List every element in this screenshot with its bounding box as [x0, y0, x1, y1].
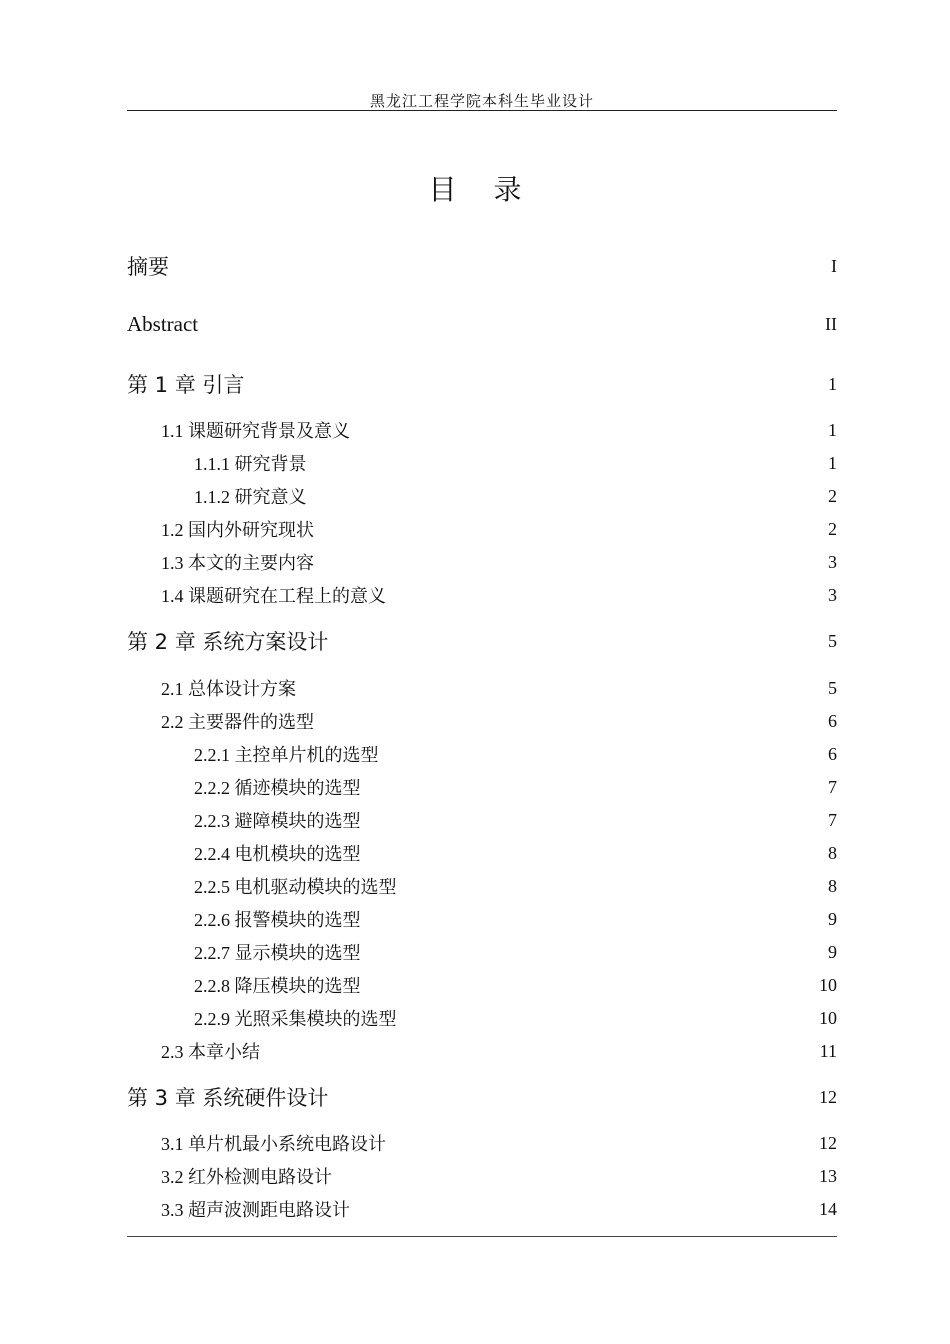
toc-entry-page: 6	[828, 710, 837, 731]
toc-entry-page: I	[831, 255, 837, 276]
toc-entry-2-3[interactable]	[127, 1037, 837, 1065]
toc-entry-label: Abstract	[127, 311, 199, 336]
toc-entry-page: 1	[828, 373, 837, 394]
toc-entry-2-1[interactable]	[127, 674, 837, 702]
toc-entry-label: 3.1 单片机最小系统电路设计	[161, 1134, 386, 1154]
toc-entry-1-1[interactable]	[127, 416, 837, 444]
toc-entry-1-1-1[interactable]	[127, 449, 837, 477]
toc-entry-2-2-8[interactable]	[127, 971, 837, 999]
toc-entry-2-2-9[interactable]	[127, 1004, 837, 1032]
toc-entry-2-2-6[interactable]	[127, 905, 837, 933]
toc-entry-2-2-4[interactable]	[127, 839, 837, 867]
toc-entry-page: 7	[828, 776, 837, 797]
toc-entry-1-3[interactable]	[127, 548, 837, 576]
toc-title: 目 录	[428, 173, 536, 206]
toc-entry-page: 14	[819, 1198, 837, 1219]
toc-entry-2-2-3[interactable]	[127, 806, 837, 834]
toc-entry-2-2[interactable]	[127, 707, 837, 735]
toc-entry-3-1[interactable]	[127, 1129, 837, 1157]
toc-entry-label: 2.2.2 循迹模块的选型	[194, 778, 361, 798]
toc-entry-label: 2.2 主要器件的选型	[161, 712, 314, 732]
toc-entry-page: 3	[828, 551, 837, 572]
toc-entry-page: 12	[819, 1132, 837, 1153]
toc-entry-page: 9	[828, 941, 837, 962]
toc-entry-label: 第 3 章 系统硬件设计	[127, 1086, 329, 1110]
toc-entry-page: 11	[819, 1040, 837, 1061]
toc-entry-3-3[interactable]	[127, 1195, 837, 1223]
toc-entry-page: 8	[828, 842, 837, 863]
toc-entry-1-1-2[interactable]	[127, 482, 837, 510]
toc-entry-page: 2	[828, 485, 837, 506]
toc-entry-label: 第 1 章 引言	[127, 373, 245, 397]
toc-entry-chapter-3[interactable]	[127, 1083, 837, 1111]
toc-entry-label: 2.2.9 光照采集模块的选型	[194, 1009, 397, 1029]
toc-entry-page: 8	[828, 875, 837, 896]
toc-entry-page: II	[825, 313, 837, 334]
toc-entry-page: 10	[819, 1007, 837, 1028]
toc-entry-label: 1.3 本文的主要内容	[161, 553, 314, 573]
toc-entry-label: 3.3 超声波测距电路设计	[161, 1200, 350, 1220]
toc-entry-2-2-5[interactable]	[127, 872, 837, 900]
toc-entry-2-2-7[interactable]	[127, 938, 837, 966]
toc-entry-2-2-2[interactable]	[127, 773, 837, 801]
toc-entry-label: 2.3 本章小结	[161, 1042, 260, 1062]
toc-entry-label: 2.2.7 显示模块的选型	[194, 943, 361, 963]
toc-entry-3-2[interactable]	[127, 1162, 837, 1190]
toc-entry-label: 3.2 红外检测电路设计	[161, 1167, 332, 1187]
toc-entry-page: 3	[828, 584, 837, 605]
toc-entry-page: 10	[819, 974, 837, 995]
toc-entry-label: 2.2.3 避障模块的选型	[194, 811, 361, 831]
toc-entry-chapter-1[interactable]	[127, 370, 837, 398]
toc-entry-page: 6	[828, 743, 837, 764]
toc-entry-chapter-2[interactable]	[127, 627, 837, 655]
toc-entry-1-4[interactable]	[127, 581, 837, 609]
toc-entry-page: 7	[828, 809, 837, 830]
toc-entry-label: 2.2.6 报警模块的选型	[194, 910, 361, 930]
toc-entry-page: 5	[828, 630, 837, 651]
toc-entry-page: 2	[828, 518, 837, 539]
toc-entry-page: 1	[828, 419, 837, 440]
toc-entry-label: 摘要	[127, 255, 169, 279]
toc-entry-2-2-1[interactable]	[127, 740, 837, 768]
toc-entry-label: 1.2 国内外研究现状	[161, 520, 314, 540]
toc-entry-1-2[interactable]	[127, 515, 837, 543]
toc-entry-label: 1.4 课题研究在工程上的意义	[161, 586, 386, 606]
toc-entry-label: 2.2.4 电机模块的选型	[194, 844, 361, 864]
header-rule	[127, 110, 837, 111]
toc-entry-label: 1.1.2 研究意义	[194, 487, 307, 507]
footer-rule	[127, 1236, 837, 1237]
toc-entry-label: 2.2.1 主控单片机的选型	[194, 745, 379, 765]
toc-entry-label: 第 2 章 系统方案设计	[127, 630, 329, 654]
toc-entry-label: 1.1.1 研究背景	[194, 454, 307, 474]
toc-entry-page: 1	[828, 452, 837, 473]
toc-entry-page: 13	[819, 1165, 837, 1186]
toc-entry-abstract-cn[interactable]	[127, 252, 837, 280]
toc-entry-label: 2.2.8 降压模块的选型	[194, 976, 361, 996]
toc-entry-page: 9	[828, 908, 837, 929]
toc-entry-label: 2.1 总体设计方案	[161, 679, 296, 699]
toc-entry-abstract-en[interactable]	[127, 310, 837, 338]
toc-entry-page: 12	[819, 1086, 837, 1107]
toc-entry-page: 5	[828, 677, 837, 698]
toc-entry-label: 1.1 课题研究背景及意义	[161, 421, 350, 441]
running-header: 黑龙江工程学院本科生毕业设计	[369, 94, 594, 110]
toc-entry-label: 2.2.5 电机驱动模块的选型	[194, 877, 397, 897]
